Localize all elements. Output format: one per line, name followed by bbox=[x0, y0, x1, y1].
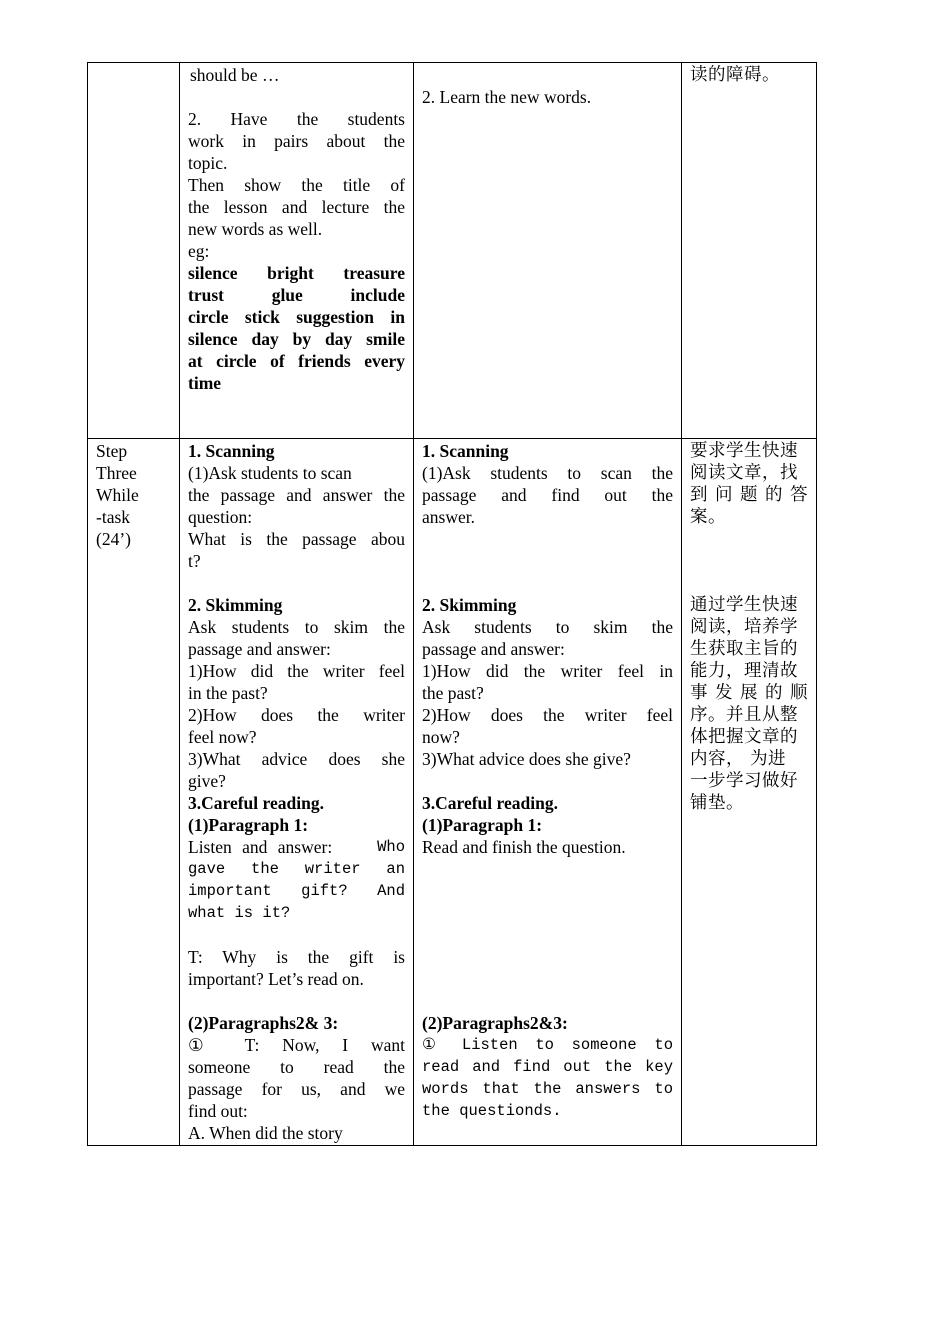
text-line: What is the passage abou bbox=[188, 529, 405, 549]
text-line: 1)How did the writer feel in bbox=[422, 661, 673, 681]
text-line: While bbox=[96, 485, 139, 505]
text-line: 通过学生快速 bbox=[690, 595, 798, 615]
text-line: work in pairs about the bbox=[188, 131, 405, 151]
text-line: (1)Ask students to scan bbox=[188, 463, 352, 483]
text-line: 3)What advice does she bbox=[188, 749, 405, 769]
text-line: should be … bbox=[190, 65, 280, 85]
section-heading: 2. Skimming bbox=[188, 595, 283, 615]
section-heading: 3.Careful reading. bbox=[188, 793, 324, 813]
text-line: the lesson and lecture the bbox=[188, 197, 405, 217]
step-cell bbox=[88, 63, 180, 439]
text-line: now? bbox=[422, 727, 460, 747]
text-line: A. When did the story bbox=[188, 1123, 343, 1143]
text-line: Then show the title of bbox=[188, 175, 405, 195]
text-line: what is it? bbox=[188, 904, 291, 922]
vocab-line: circle stick suggestion in bbox=[188, 307, 405, 327]
text-line: Read and finish the question. bbox=[422, 837, 626, 857]
text-line: give? bbox=[188, 771, 226, 791]
table-row bbox=[88, 63, 817, 439]
text-line: 要求学生快速 bbox=[690, 441, 798, 461]
text-line: find out: bbox=[188, 1101, 248, 1121]
teacher-activity-cell bbox=[180, 439, 414, 1146]
text-line: in the past? bbox=[188, 683, 268, 703]
text-line: answer. bbox=[422, 507, 475, 527]
text-line: the past? bbox=[422, 683, 484, 703]
vocab-line: silence day by day smile bbox=[188, 329, 405, 349]
section-heading: 2. Skimming bbox=[422, 595, 517, 615]
text-line: ① T: Now, I want bbox=[188, 1035, 405, 1055]
student-activity-cell bbox=[414, 63, 682, 439]
text-line: 生获取主旨的 bbox=[690, 639, 798, 659]
text-line: ① Listen to someone to bbox=[422, 1036, 673, 1054]
text-line: Step bbox=[96, 441, 128, 461]
text-line: 事发展的顺 bbox=[690, 683, 808, 703]
section-heading: (2)Paragraphs2& 3: bbox=[188, 1013, 339, 1033]
text-line: 一步学习做好 bbox=[690, 771, 798, 791]
text-line: 序。并且从整 bbox=[690, 705, 798, 725]
text-line: new words as well. bbox=[188, 219, 323, 239]
text-line: (24’) bbox=[96, 529, 131, 549]
text-line: words that the answers to bbox=[422, 1080, 673, 1098]
purpose-cell bbox=[682, 439, 817, 1146]
text-line: someone to read the bbox=[188, 1057, 405, 1077]
section-heading: (2)Paragraphs2&3: bbox=[422, 1013, 568, 1033]
text-line: 3)What advice does she give? bbox=[422, 749, 631, 769]
text-line: passage and answer: bbox=[188, 639, 331, 659]
text-line: passage for us, and we bbox=[188, 1079, 405, 1099]
text-line: question: bbox=[188, 507, 253, 527]
text-line: 2. Learn the new words. bbox=[422, 87, 592, 107]
text-line: read and find out the key bbox=[422, 1058, 673, 1076]
text-line: 1)How did the writer feel bbox=[188, 661, 405, 681]
step-cell bbox=[88, 439, 180, 1146]
text-line: feel now? bbox=[188, 727, 257, 747]
text-line: T: Why is the gift is bbox=[188, 947, 405, 967]
vocab-line: silence bright treasure bbox=[188, 263, 405, 283]
text-line: important gift? And bbox=[188, 882, 405, 900]
text-line: 内容， 为进 bbox=[690, 749, 787, 769]
vocab-line: time bbox=[188, 373, 222, 393]
text-line: 阅读，培养学 bbox=[690, 617, 798, 637]
section-heading: (1)Paragraph 1: bbox=[422, 815, 543, 835]
text-line: t? bbox=[188, 551, 201, 571]
text-line: (1)Ask students to scan the bbox=[422, 463, 673, 483]
text-line: 阅读文章，找 bbox=[690, 463, 798, 483]
text-line: 案。 bbox=[690, 507, 726, 527]
text-line: passage and answer: bbox=[422, 639, 565, 659]
text-line: the passage and answer the bbox=[188, 485, 405, 505]
text-line: Ask students to skim the bbox=[188, 617, 405, 637]
text-fragment: Who bbox=[377, 838, 405, 856]
purpose-cell bbox=[682, 63, 817, 439]
text-line: important? Let’s read on. bbox=[188, 969, 364, 989]
text-line: 到问题的答 bbox=[690, 485, 808, 505]
text-line: Ask students to skim the bbox=[422, 617, 673, 637]
text-line: 2)How does the writer bbox=[188, 705, 405, 725]
text-line: topic. bbox=[188, 153, 228, 173]
vocab-line: at circle of friends every bbox=[188, 351, 405, 371]
table-row bbox=[88, 439, 817, 1146]
text-line: eg: bbox=[188, 241, 210, 261]
text-line: the questionds. bbox=[422, 1102, 562, 1120]
text-line: 体把握文章的 bbox=[690, 727, 798, 747]
lesson-plan-table bbox=[87, 62, 817, 1146]
text-line: gave the writer an bbox=[188, 860, 405, 878]
text-line bbox=[188, 836, 405, 858]
text-line: -task bbox=[96, 507, 131, 527]
section-heading: (1)Paragraph 1: bbox=[188, 815, 309, 835]
text-line: 铺垫。 bbox=[690, 793, 744, 813]
text-line: 读的障碍。 bbox=[690, 65, 780, 85]
text-line: passage and find out the bbox=[422, 485, 673, 505]
student-activity-cell bbox=[414, 439, 682, 1146]
vocab-line: trust glue include bbox=[188, 285, 405, 305]
text-line: Three bbox=[96, 463, 137, 483]
text-line: 能力，理清故 bbox=[690, 661, 798, 681]
text-fragment: Listen and answer: bbox=[188, 837, 333, 857]
section-heading: 1. Scanning bbox=[422, 441, 509, 461]
section-heading: 3.Careful reading. bbox=[422, 793, 558, 813]
section-heading: 1. Scanning bbox=[188, 441, 275, 461]
teacher-activity-cell bbox=[180, 63, 414, 439]
text-line: 2. Have the students bbox=[188, 109, 405, 129]
text-line: 2)How does the writer feel bbox=[422, 705, 673, 725]
